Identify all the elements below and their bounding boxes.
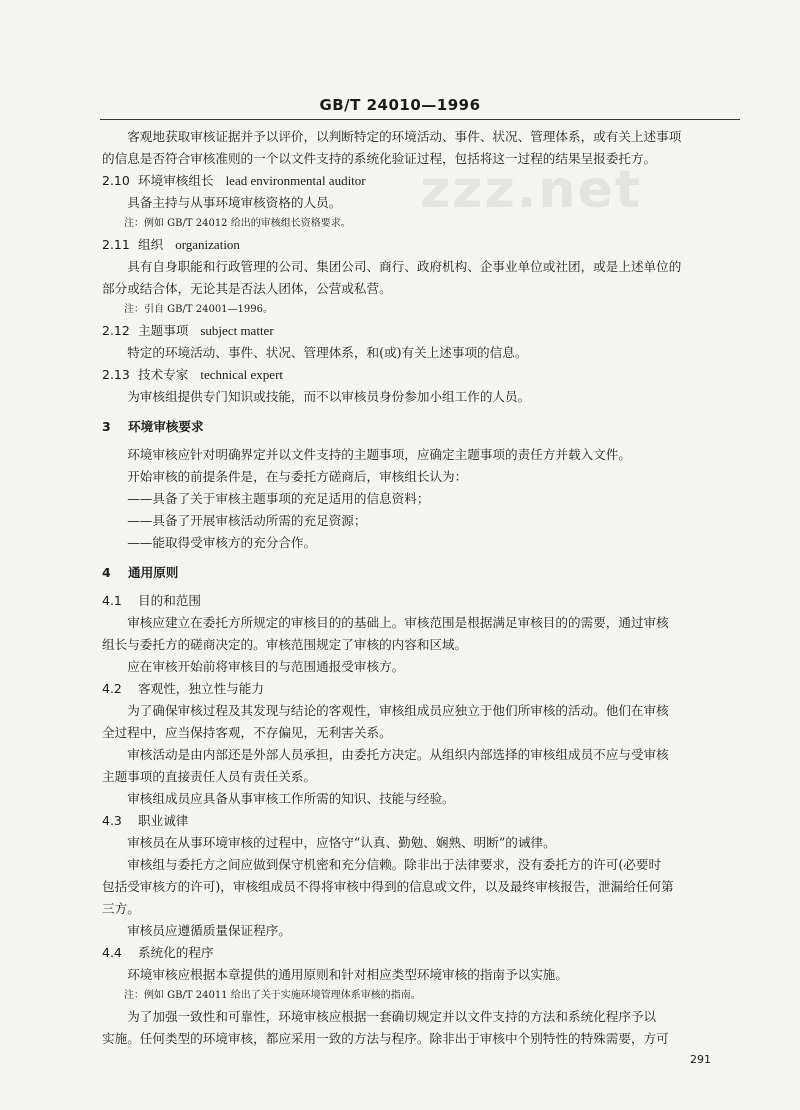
clause-heading-2-12 bbox=[102, 320, 742, 342]
paragraph-continued: 的信息是否符合审核准则的一个以文件支持的系统化验证过程，包括将这一过程的结果呈报委托方。 bbox=[102, 151, 657, 166]
section-title: 通用原则 bbox=[128, 565, 179, 580]
clause-heading-4-3 bbox=[102, 810, 742, 832]
paragraph-continued: 主题事项的直接责任人员有责任关系。 bbox=[102, 769, 317, 784]
clause-number: 2.12 bbox=[102, 323, 130, 338]
paragraph: 应在审核开始前将审核目的与范围通报受审核方。 bbox=[127, 659, 405, 674]
paragraph: 客观地获取审核证据并予以评价，以判断特定的环境活动、事件、状况、管理体系，或有关上述事项 bbox=[127, 129, 682, 144]
clause-number: 4.2 bbox=[102, 681, 122, 696]
paragraph: 环境审核应针对明确界定并以文件支持的主题事项，应确定主题事项的责任方并载入文件。 bbox=[127, 447, 631, 462]
paragraph: 特定的环境活动、事件、状况、管理体系，和(或)有关上述事项的信息。 bbox=[127, 345, 528, 360]
clause-title-cn: 客观性，独立性与能力 bbox=[138, 681, 264, 696]
page-number: 291 bbox=[690, 1053, 711, 1066]
clause-number: 2.11 bbox=[102, 237, 130, 252]
paragraph-continued: 三方。 bbox=[102, 901, 140, 916]
paragraph-continued: 实施。任何类型的环境审核，都应采用一致的方法与程序。除非出于审核中个别特性的特殊需要，方可 bbox=[102, 1031, 669, 1046]
note: 注：例如 GB/T 24012 给出的审核组长资格要求。 bbox=[124, 218, 351, 229]
clause-title-cn: 环境审核组长 bbox=[138, 173, 214, 188]
paragraph: 环境审核应根据本章提供的通用原则和针对相应类型环境审核的指南予以实施。 bbox=[127, 967, 568, 982]
clause-number: 2.10 bbox=[102, 173, 130, 188]
paragraph: 具备主持与从事环境审核资格的人员。 bbox=[127, 195, 342, 210]
section-heading-3 bbox=[102, 416, 742, 438]
paragraph: 为审核组提供专门知识或技能，而不以审核员身份参加小组工作的人员。 bbox=[127, 389, 531, 404]
section-number: 3 bbox=[102, 419, 111, 434]
clause-title-cn: 组织 bbox=[138, 237, 164, 252]
paragraph: 审核组与委托方之间应做到保守机密和充分信赖。除非出于法律要求，没有委托方的许可(必要时 bbox=[127, 857, 662, 872]
clause-title-en: technical expert bbox=[200, 367, 284, 382]
paragraph: 审核活动是由内部还是外部人员承担，由委托方决定。从组织内部选择的审核组成员不应与受审核 bbox=[127, 747, 669, 762]
list-item: ——具备了开展审核活动所需的充足资源； bbox=[127, 513, 367, 528]
paragraph-continued: 全过程中，应当保持客观，不存偏见，无利害关系。 bbox=[102, 725, 392, 740]
section-number: 4 bbox=[102, 565, 111, 580]
clause-title-cn: 目的和范围 bbox=[138, 593, 201, 608]
clause-title-cn: 系统化的程序 bbox=[138, 945, 214, 960]
header-rule bbox=[100, 119, 740, 120]
clause-number: 4.3 bbox=[102, 813, 122, 828]
clause-title-en: subject matter bbox=[200, 323, 274, 338]
clause-title-en: organization bbox=[175, 237, 240, 252]
paragraph: 为了确保审核过程及其发现与结论的客观性，审核组成员应独立于他们所审核的活动。他们在审核 bbox=[127, 703, 669, 718]
note: 注：引自 GB/T 24001—1996。 bbox=[124, 304, 273, 315]
clause-heading-2-10 bbox=[102, 170, 742, 192]
clause-title-cn: 主题事项 bbox=[138, 323, 189, 338]
paragraph-continued: 包括受审核方的许可)，审核组成员不得将审核中得到的信息或文件，以及最终审核报告，泄漏给任何第 bbox=[102, 879, 674, 894]
clause-title-en: lead environmental auditor bbox=[225, 173, 366, 188]
clause-title-cn: 职业诚律 bbox=[138, 813, 189, 828]
list-item: ——能取得受审核方的充分合作。 bbox=[127, 535, 317, 550]
document-body bbox=[102, 126, 742, 1050]
clause-heading-2-11 bbox=[102, 234, 742, 256]
paragraph-continued: 部分或结合体，无论其是否法人团体，公营或私营。 bbox=[102, 281, 392, 296]
paragraph: 开始审核的前提条件是，在与委托方磋商后，审核组长认为： bbox=[127, 469, 468, 484]
paragraph-continued: 组长与委托方的磋商决定的。审核范围规定了审核的内容和区域。 bbox=[102, 637, 468, 652]
note: 注：例如 GB/T 24011 给出了关于实施环境管理体系审核的指南。 bbox=[124, 990, 421, 1001]
paragraph: 为了加强一致性和可靠性，环境审核应根据一套确切规定并以文件支持的方法和系统化程序予以 bbox=[127, 1009, 657, 1024]
section-heading-4 bbox=[102, 562, 742, 584]
paragraph: 具有自身职能和行政管理的公司、集团公司、商行、政府机构、企事业单位或社团，或是上述单位的 bbox=[127, 259, 682, 274]
clause-heading-4-1 bbox=[102, 590, 742, 612]
clause-number: 4.4 bbox=[102, 945, 122, 960]
list-item: ——具备了关于审核主题事项的充足适用的信息资料； bbox=[127, 491, 430, 506]
paragraph: 审核员在从事环境审核的过程中，应恪守“认真、勤勉、娴熟、明断”的诫律。 bbox=[127, 835, 556, 850]
watermark: zzz.net bbox=[420, 160, 642, 220]
paragraph: 审核组成员应具备从事审核工作所需的知识、技能与经验。 bbox=[127, 791, 455, 806]
clause-number: 2.13 bbox=[102, 367, 130, 382]
clause-heading-4-2 bbox=[102, 678, 742, 700]
clause-heading-2-13 bbox=[102, 364, 742, 386]
clause-number: 4.1 bbox=[102, 593, 122, 608]
paragraph: 审核员应遵循质量保证程序。 bbox=[127, 923, 291, 938]
clause-heading-4-4 bbox=[102, 942, 742, 964]
standard-code-header: GB/T 24010—1996 bbox=[319, 96, 481, 114]
paragraph: 审核应建立在委托方所规定的审核目的的基础上。审核范围是根据满足审核目的的需要，通过审核 bbox=[127, 615, 669, 630]
clause-title-cn: 技术专家 bbox=[138, 367, 189, 382]
section-title: 环境审核要求 bbox=[128, 419, 204, 434]
